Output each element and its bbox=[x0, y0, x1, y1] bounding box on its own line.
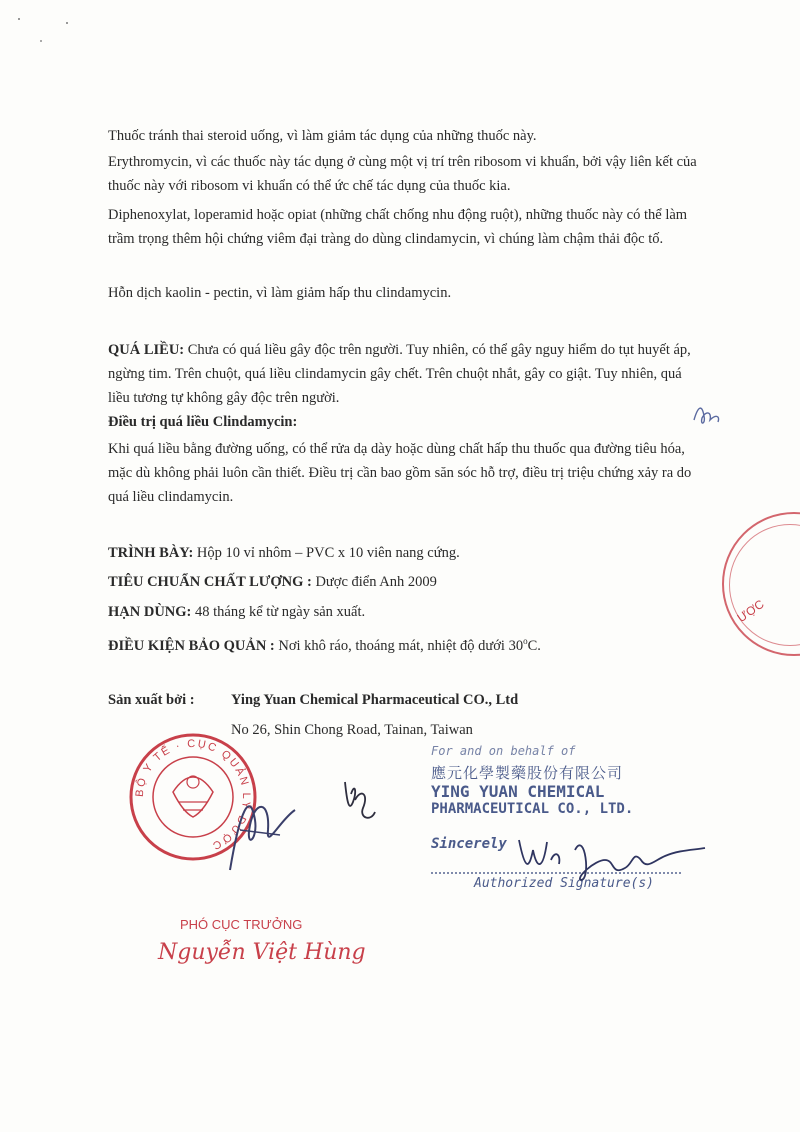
overdose-treatment-heading: Điều trị quá liều Clindamycin: bbox=[108, 414, 298, 430]
quality-line bbox=[108, 570, 708, 594]
company-stamp-sincerely: Sincerely bbox=[431, 836, 507, 852]
official-signature bbox=[210, 770, 310, 880]
scan-speck bbox=[18, 18, 20, 20]
manufacturer-address: No 26, Shin Chong Road, Tainan, Taiwan bbox=[231, 722, 473, 738]
expiry-label: HẠN DÙNG: bbox=[108, 604, 192, 620]
overdose-text: Chưa có quá liều gây độc trên người. Tuy nhiên, có thể gây nguy hiểm do tụt huyết áp, ngừng tim. Trên chuột, quá liều clindamycin gây chết. Trên chuột nhắt, gây co giật. Tuy nhiên, quá liều tương tự không gây độc trên người. bbox=[108, 342, 691, 406]
scan-speck bbox=[66, 22, 68, 24]
company-stamp-line2: PHARMACEUTICAL CO., LTD. bbox=[431, 801, 634, 817]
official-title: PHÓ CỤC TRƯỞNG bbox=[180, 917, 303, 932]
presentation-line bbox=[108, 541, 708, 565]
storage-line bbox=[108, 629, 708, 658]
company-stamp-authorized: Authorized Signature(s) bbox=[474, 876, 655, 891]
manufacturer-label: Sản xuất bởi : bbox=[108, 692, 195, 708]
storage-label: ĐIỀU KIỆN BẢO QUẢN : bbox=[108, 637, 275, 654]
storage-degree: o bbox=[523, 636, 528, 646]
storage-value: Nơi khô ráo, thoáng mát, nhiệt độ dưới 30 bbox=[274, 637, 524, 654]
expiry-value: 48 tháng kể từ ngày sản xuất. bbox=[191, 604, 366, 620]
official-name: Nguyễn Việt Hùng bbox=[158, 940, 366, 965]
expiry-line bbox=[108, 600, 708, 624]
official-stamp-ring-text: BỘ Y TẾ · CỤC QUẢN LÝ DƯỢC bbox=[133, 737, 253, 853]
initials-mark bbox=[690, 400, 724, 430]
center-initials bbox=[335, 772, 385, 832]
storage-unit: C. bbox=[527, 637, 541, 654]
company-stamp-chinese: 應元化學製藥股份有限公司 bbox=[431, 764, 624, 782]
overdose-treatment-text: Khi quá liều bằng đường uống, có thể rửa dạ dày hoặc dùng chất hấp thu thuốc qua đường tiêu hóa, mặc dù không phải luôn cần thiết. Điều trị cần bao gồm săn sóc hỗ trợ, điều trị triệu chứng xảy ra do quá liều clindamycin. bbox=[108, 441, 692, 505]
company-signature bbox=[515, 820, 715, 900]
interaction-kaolin: Hỗn dịch kaolin - pectin, vì làm giảm hấp thu clindamycin. bbox=[108, 285, 452, 301]
presentation-label: TRÌNH BÀY: bbox=[108, 545, 194, 561]
quality-label: TIÊU CHUẨN CHẤT LƯỢNG : bbox=[108, 574, 312, 590]
side-stamp-fragment: ƯỢC bbox=[734, 596, 767, 626]
interaction-contraceptive: Thuốc tránh thai steroid uống, vì làm giảm tác dụng của những thuốc này. bbox=[108, 128, 537, 144]
interaction-diphenoxylat: Diphenoxylat, loperamid hoặc opiat (những chất chống nhu động ruột), những thuốc này có thể làm trầm trọng thêm hội chứng viêm đại tràng do dùng clindamycin, vì chúng làm chậm thải độc tố. bbox=[108, 207, 688, 247]
company-stamp-line1: YING YUAN CHEMICAL bbox=[431, 782, 605, 801]
overdose-label: QUÁ LIỀU: bbox=[108, 342, 185, 358]
overdose-paragraph bbox=[108, 338, 702, 410]
interaction-erythromycin: Erythromycin, vì các thuốc này tác dụng ở cùng một vị trí trên ribosom vi khuẩn, bởi vậy liên kết của thuốc này với ribosom vi khuẩn có thể ức chế tác dụng của thuốc kia. bbox=[108, 154, 697, 194]
presentation-value: Hộp 10 vỉ nhôm – PVC x 10 viên nang cứng. bbox=[193, 545, 460, 561]
manufacturer-name: Ying Yuan Chemical Pharmaceutical CO., Ltd bbox=[231, 692, 519, 708]
scan-speck bbox=[40, 40, 42, 42]
quality-value: Dược điển Anh 2009 bbox=[311, 574, 437, 590]
company-stamp-for: For and on behalf of bbox=[431, 744, 576, 758]
